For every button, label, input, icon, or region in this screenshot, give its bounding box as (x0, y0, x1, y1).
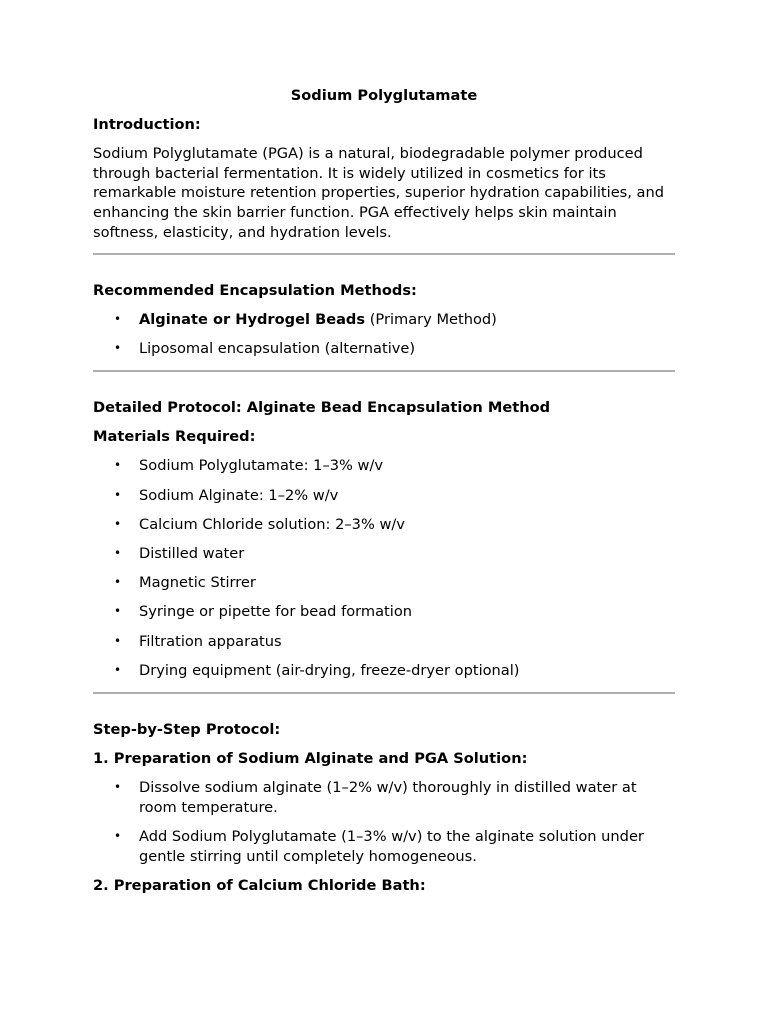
introduction-section (93, 115, 675, 242)
list-item (93, 486, 675, 506)
list-item (93, 661, 675, 681)
materials-list (93, 456, 675, 680)
list-item (93, 827, 675, 866)
list-item (93, 515, 675, 535)
list-item (93, 573, 675, 593)
list-item (93, 778, 675, 817)
bullet-icon: • (114, 604, 122, 619)
list-item-text: (Primary Method) (365, 311, 497, 329)
list-item (93, 632, 675, 652)
list-item (93, 544, 675, 564)
section-divider (93, 253, 675, 255)
bullet-icon: • (114, 780, 122, 795)
bullet-icon: • (114, 516, 122, 531)
list-item-text: Sodium Alginate: 1–2% w/v (139, 486, 339, 504)
steps-section (93, 720, 675, 896)
encapsulation-section (93, 281, 675, 369)
list-item-text: Add Sodium Polyglutamate (1–3% w/v) to the alginate solution under gentle stirring until completely homogeneous. (139, 828, 644, 865)
list-item (93, 339, 675, 359)
bullet-icon: • (114, 829, 122, 844)
protocol-heading: Detailed Protocol: Alginate Bead Encapsulation Method (93, 399, 551, 416)
bullet-icon: • (114, 575, 122, 590)
bullet-icon: • (114, 312, 122, 327)
list-item-text: Magnetic Stirrer (139, 574, 256, 592)
bullet-icon: • (114, 545, 122, 560)
introduction-heading: Introduction: (93, 116, 201, 133)
step1-list (93, 778, 675, 866)
list-item-text: Syringe or pipette for bead formation (139, 603, 412, 621)
list-item-text: Drying equipment (air-drying, freeze-dryer optional) (139, 661, 520, 679)
section-divider (93, 370, 675, 372)
list-item-text: Filtration apparatus (139, 632, 282, 650)
list-item-text: Dissolve sodium alginate (1–2% w/v) thoroughly in distilled water at room temperature. (139, 779, 637, 816)
list-item (93, 602, 675, 622)
document-title: Sodium Polyglutamate (290, 87, 478, 104)
list-item-text: Sodium Polyglutamate: 1–3% w/v (139, 457, 384, 475)
list-item-text: Distilled water (139, 544, 245, 562)
encapsulation-heading: Recommended Encapsulation Methods: (93, 282, 417, 299)
introduction-paragraph: Sodium Polyglutamate (PGA) is a natural, biodegradable polymer produced through bacterial fermentation. It is widely utilized in cosmetics for its remarkable moisture retention properties, superior hydration capabilities, and enhancing the skin barrier function. PGA effectively helps skin maintain softness, elasticity, and hydration levels. (93, 145, 665, 241)
list-item-bold: Alginate or Hydrogel Beads (139, 311, 366, 329)
list-item-text: Calcium Chloride solution: 2–3% w/v (139, 515, 405, 533)
bullet-icon: • (114, 633, 122, 648)
steps-heading: Step-by-Step Protocol: (93, 721, 281, 738)
list-item-text: Liposomal encapsulation (alternative) (139, 340, 416, 358)
section-divider (93, 692, 675, 694)
encapsulation-list (93, 310, 675, 359)
list-item (93, 456, 675, 476)
step1-heading: 1. Preparation of Sodium Alginate and PGA Solution: (93, 750, 528, 768)
protocol-section (93, 398, 675, 690)
list-item (93, 310, 675, 330)
bullet-icon: • (114, 458, 122, 473)
bullet-icon: • (114, 662, 122, 677)
bullet-icon: • (114, 487, 122, 502)
bullet-icon: • (114, 341, 122, 356)
step2-heading: 2. Preparation of Calcium Chloride Bath: (93, 876, 426, 894)
materials-heading: Materials Required: (93, 428, 256, 446)
